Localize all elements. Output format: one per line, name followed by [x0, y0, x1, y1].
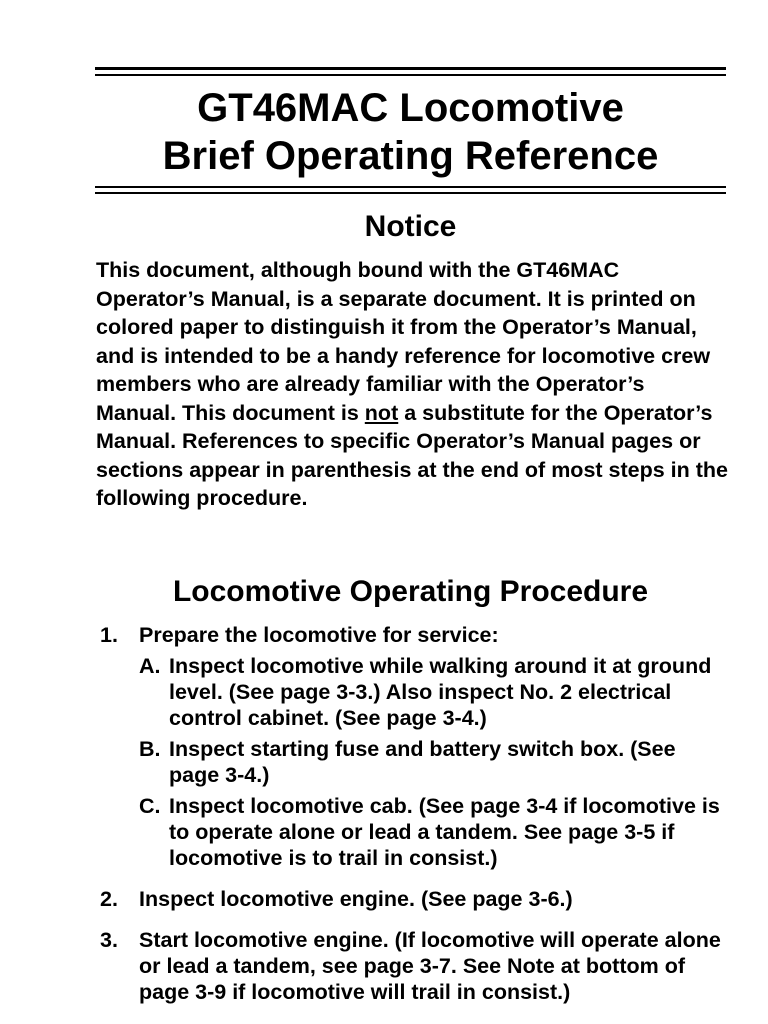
step-text: Start locomotive engine. (If locomotive will operate alone or lead a tandem, see page 3-7. See Note at bottom of page 3-9 if locomotive will trail in consist.)	[139, 928, 721, 1004]
substeps-list	[139, 653, 726, 871]
substep-text: Inspect locomotive cab. (See page 3-4 if locomotive is to operate alone or lead a tandem. See page 3-5 if locomotive is to trail in consist.)	[169, 794, 720, 870]
title-line-2: Brief Operating Reference	[162, 134, 659, 178]
substep-item	[139, 793, 726, 871]
substep-text: Inspect starting fuse and battery switch box. (See page 3-4.)	[169, 737, 676, 787]
title-line-1: GT46MAC Locomotive	[197, 86, 624, 130]
top-rule-thick	[95, 67, 726, 70]
bottom-rule-lower	[95, 192, 726, 194]
step-text: Inspect locomotive engine. (See page 3-6.)	[139, 887, 573, 911]
step-text: Prepare the locomotive for service:	[139, 623, 499, 647]
substep-item	[139, 653, 726, 731]
step-number: 3.	[100, 928, 118, 952]
notice-heading: Notice	[364, 210, 457, 243]
step-item	[96, 886, 726, 912]
step-number: 1.	[100, 623, 118, 647]
notice-text-part-2: a substitute for the Operator’s Manual. References to specific Operator’s Manual pages or sections appear in parenthesis at the end of most steps in the following procedure.	[96, 400, 729, 510]
bottom-rule-upper	[95, 186, 726, 188]
step-number: 2.	[100, 887, 118, 911]
notice-text-part-1: This document, although bound with the GT46MAC Operator’s Manual, is a separate document. It is printed on colored paper to distinguish it from the Operator’s Manual, and is intended to be a handy reference for locomotive crew members who are already familiar with the Operator’s Manual. This document is	[96, 258, 711, 425]
step-item	[96, 927, 726, 1005]
procedure-steps	[96, 622, 726, 1005]
substep-letter: A.	[139, 654, 161, 678]
step-item	[96, 622, 726, 871]
notice-paragraph	[96, 256, 728, 513]
substep-letter: B.	[139, 737, 161, 761]
substep-letter: C.	[139, 794, 161, 818]
notice-emphasis: not	[364, 400, 399, 425]
substep-item	[139, 736, 726, 788]
top-rule-thin	[95, 74, 726, 76]
procedure-heading: Locomotive Operating Procedure	[172, 575, 649, 608]
substep-text: Inspect locomotive while walking around it at ground level. (See page 3-3.) Also inspect No. 2 electrical control cabinet. (See page 3-4.)	[169, 654, 712, 730]
document-title	[95, 84, 726, 180]
